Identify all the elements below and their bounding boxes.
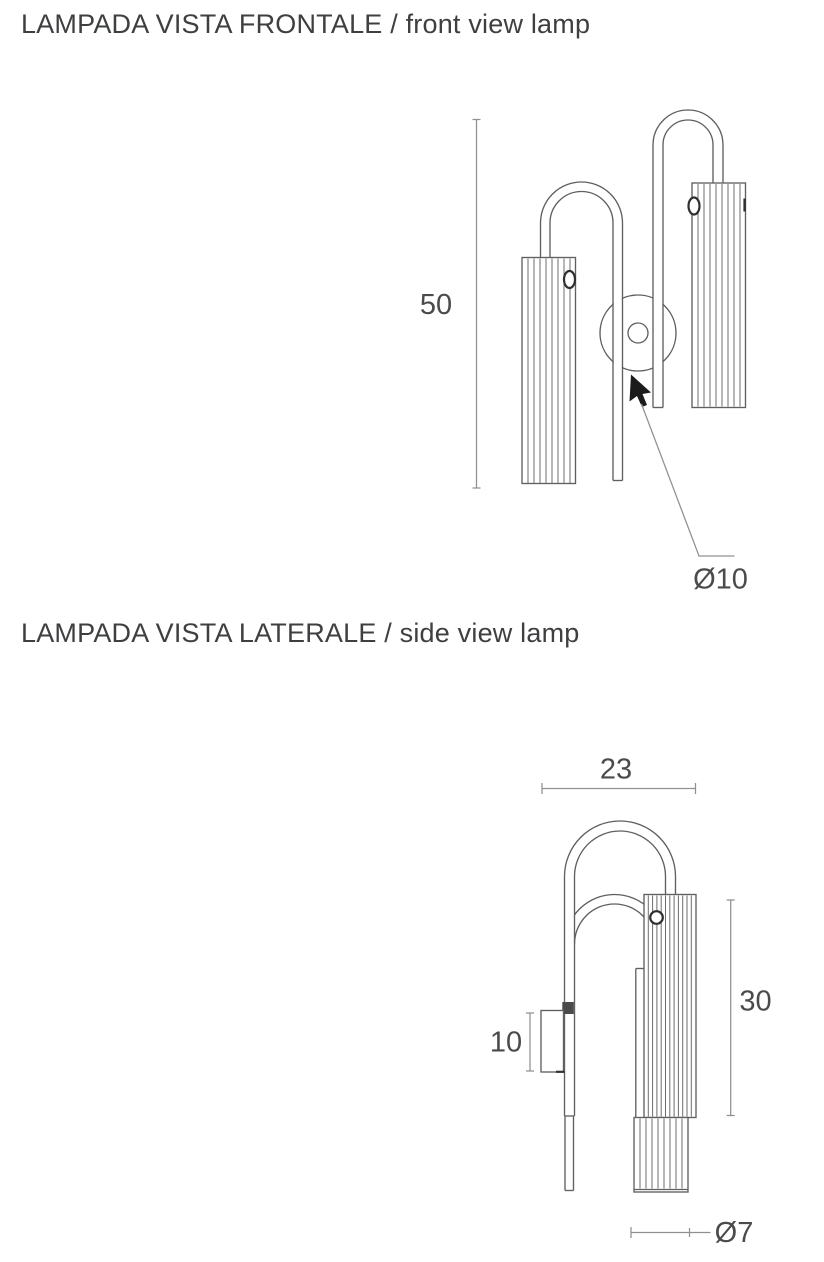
inner-tube-sliver <box>636 969 644 1118</box>
side-depth-dimension <box>542 754 696 795</box>
side-tube-diameter-label: Ø7 <box>714 1217 754 1249</box>
callout-leader-line <box>642 404 735 556</box>
left-shade-knob <box>564 271 575 288</box>
right-shade <box>689 183 746 408</box>
front-view-drawing <box>420 110 748 596</box>
side-shade-height-label: 30 <box>739 985 772 1018</box>
side-tube-diameter-dimension <box>631 1217 753 1249</box>
side-lower-tube <box>634 1118 688 1193</box>
cursor-arrow-icon <box>630 375 652 408</box>
side-mount-height-dimension <box>490 1013 534 1071</box>
side-wall-mount-box <box>541 1011 565 1073</box>
wall-mount-circle <box>600 295 676 371</box>
left-shade <box>522 258 576 484</box>
side-view-drawing <box>490 754 772 1250</box>
side-depth-label: 23 <box>599 753 633 786</box>
mount-center-hole <box>628 323 648 343</box>
right-shade-knob <box>689 198 700 215</box>
side-shade-height-dimension <box>727 900 772 1116</box>
side-shade <box>644 895 696 1118</box>
mount-diameter-label: Ø10 <box>693 563 748 596</box>
side-view-title: LAMPADA VISTA LATERALE / side view lamp <box>21 618 580 648</box>
front-height-dimension <box>420 120 481 489</box>
front-height-label: 50 <box>419 289 453 321</box>
side-mount-height-label: 10 <box>489 1026 523 1059</box>
side-shade-knob <box>650 911 663 924</box>
front-view-title: LAMPADA VISTA FRONTALE / front view lamp <box>21 9 591 39</box>
side-lower-wall-tube <box>565 1116 575 1191</box>
